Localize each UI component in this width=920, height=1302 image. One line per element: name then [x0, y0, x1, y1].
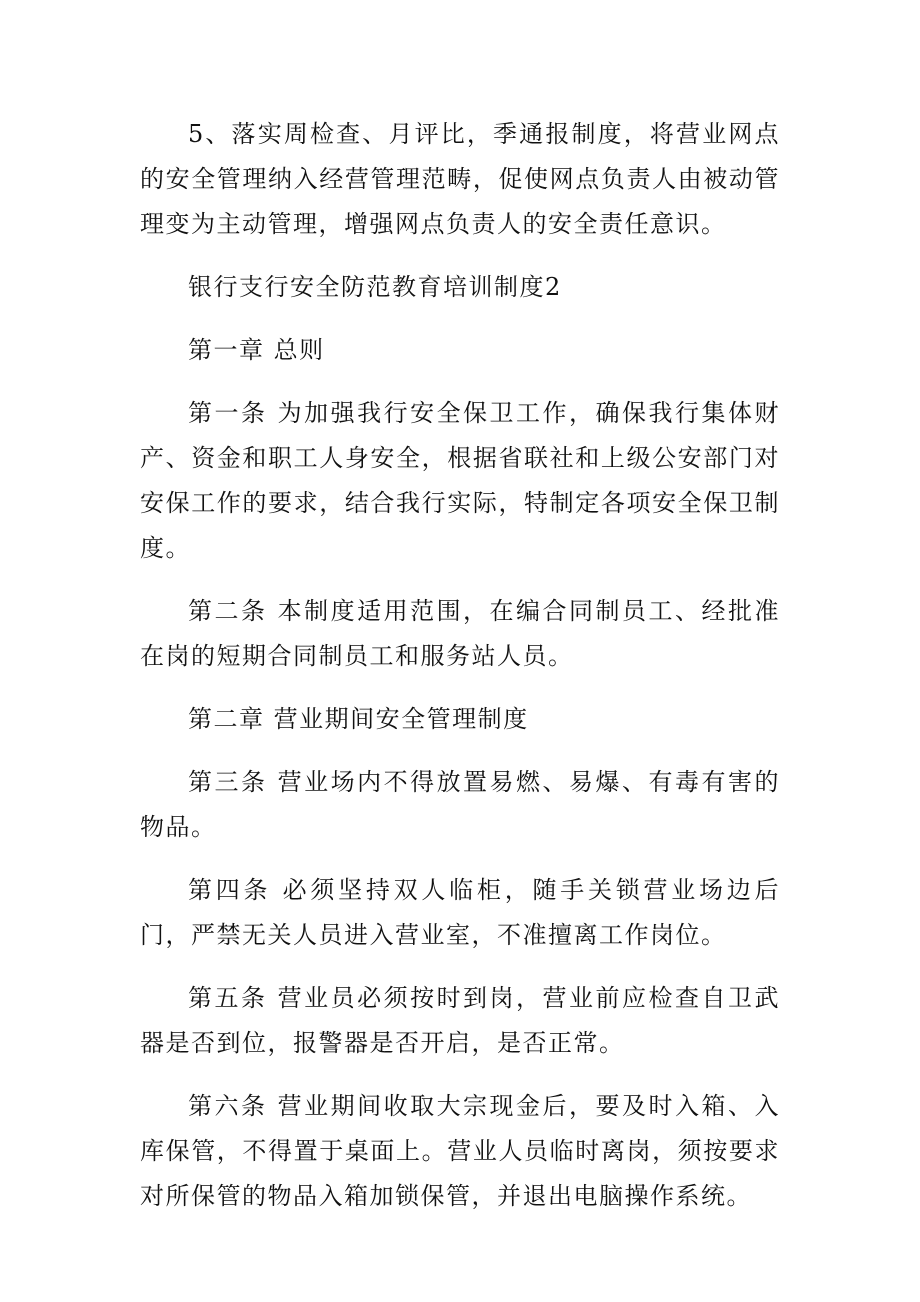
article-4: 第四条 必须坚持双人临柜，随手关锁营业场边后门，严禁无关人员进入营业室，不准擅离工作岗位。 — [140, 876, 780, 949]
article-5: 第五条 营业员必须按时到岗，营业前应检查自卫武器是否到位，报警器是否开启，是否正常。 — [140, 984, 780, 1057]
paragraph-item-5: 5、落实周检查、月评比，季通报制度，将营业网点的安全管理纳入经营管理范畴，促使网点负责人由被动管理变为主动管理，增强网点负责人的安全责任意识。 — [140, 120, 780, 238]
section-title: 银行支行安全防范教育培训制度2 — [188, 273, 562, 301]
document-body — [140, 112, 780, 1237]
article-1: 第一条 为加强我行安全保卫工作，确保我行集体财产、资金和职工人身安全，根据省联社和上级公安部门对安保工作的要求，结合我行实际，特制定各项安全保卫制度。 — [140, 399, 780, 562]
chapter-1-heading: 第一章 总则 — [188, 336, 325, 364]
chapter-2-heading: 第二章 营业期间安全管理制度 — [188, 705, 529, 733]
article-6: 第六条 营业期间收取大宗现金后，要及时入箱、入库保管，不得置于桌面上。营业人员临时离岗，须按要求对所保管的物品入箱加锁保管，并退出电脑操作系统。 — [140, 1092, 780, 1210]
article-3: 第三条 营业场内不得放置易燃、易爆、有毒有害的物品。 — [140, 768, 780, 841]
article-2: 第二条 本制度适用范围，在编合同制员工、经批准在岗的短期合同制员工和服务站人员。 — [140, 597, 780, 670]
